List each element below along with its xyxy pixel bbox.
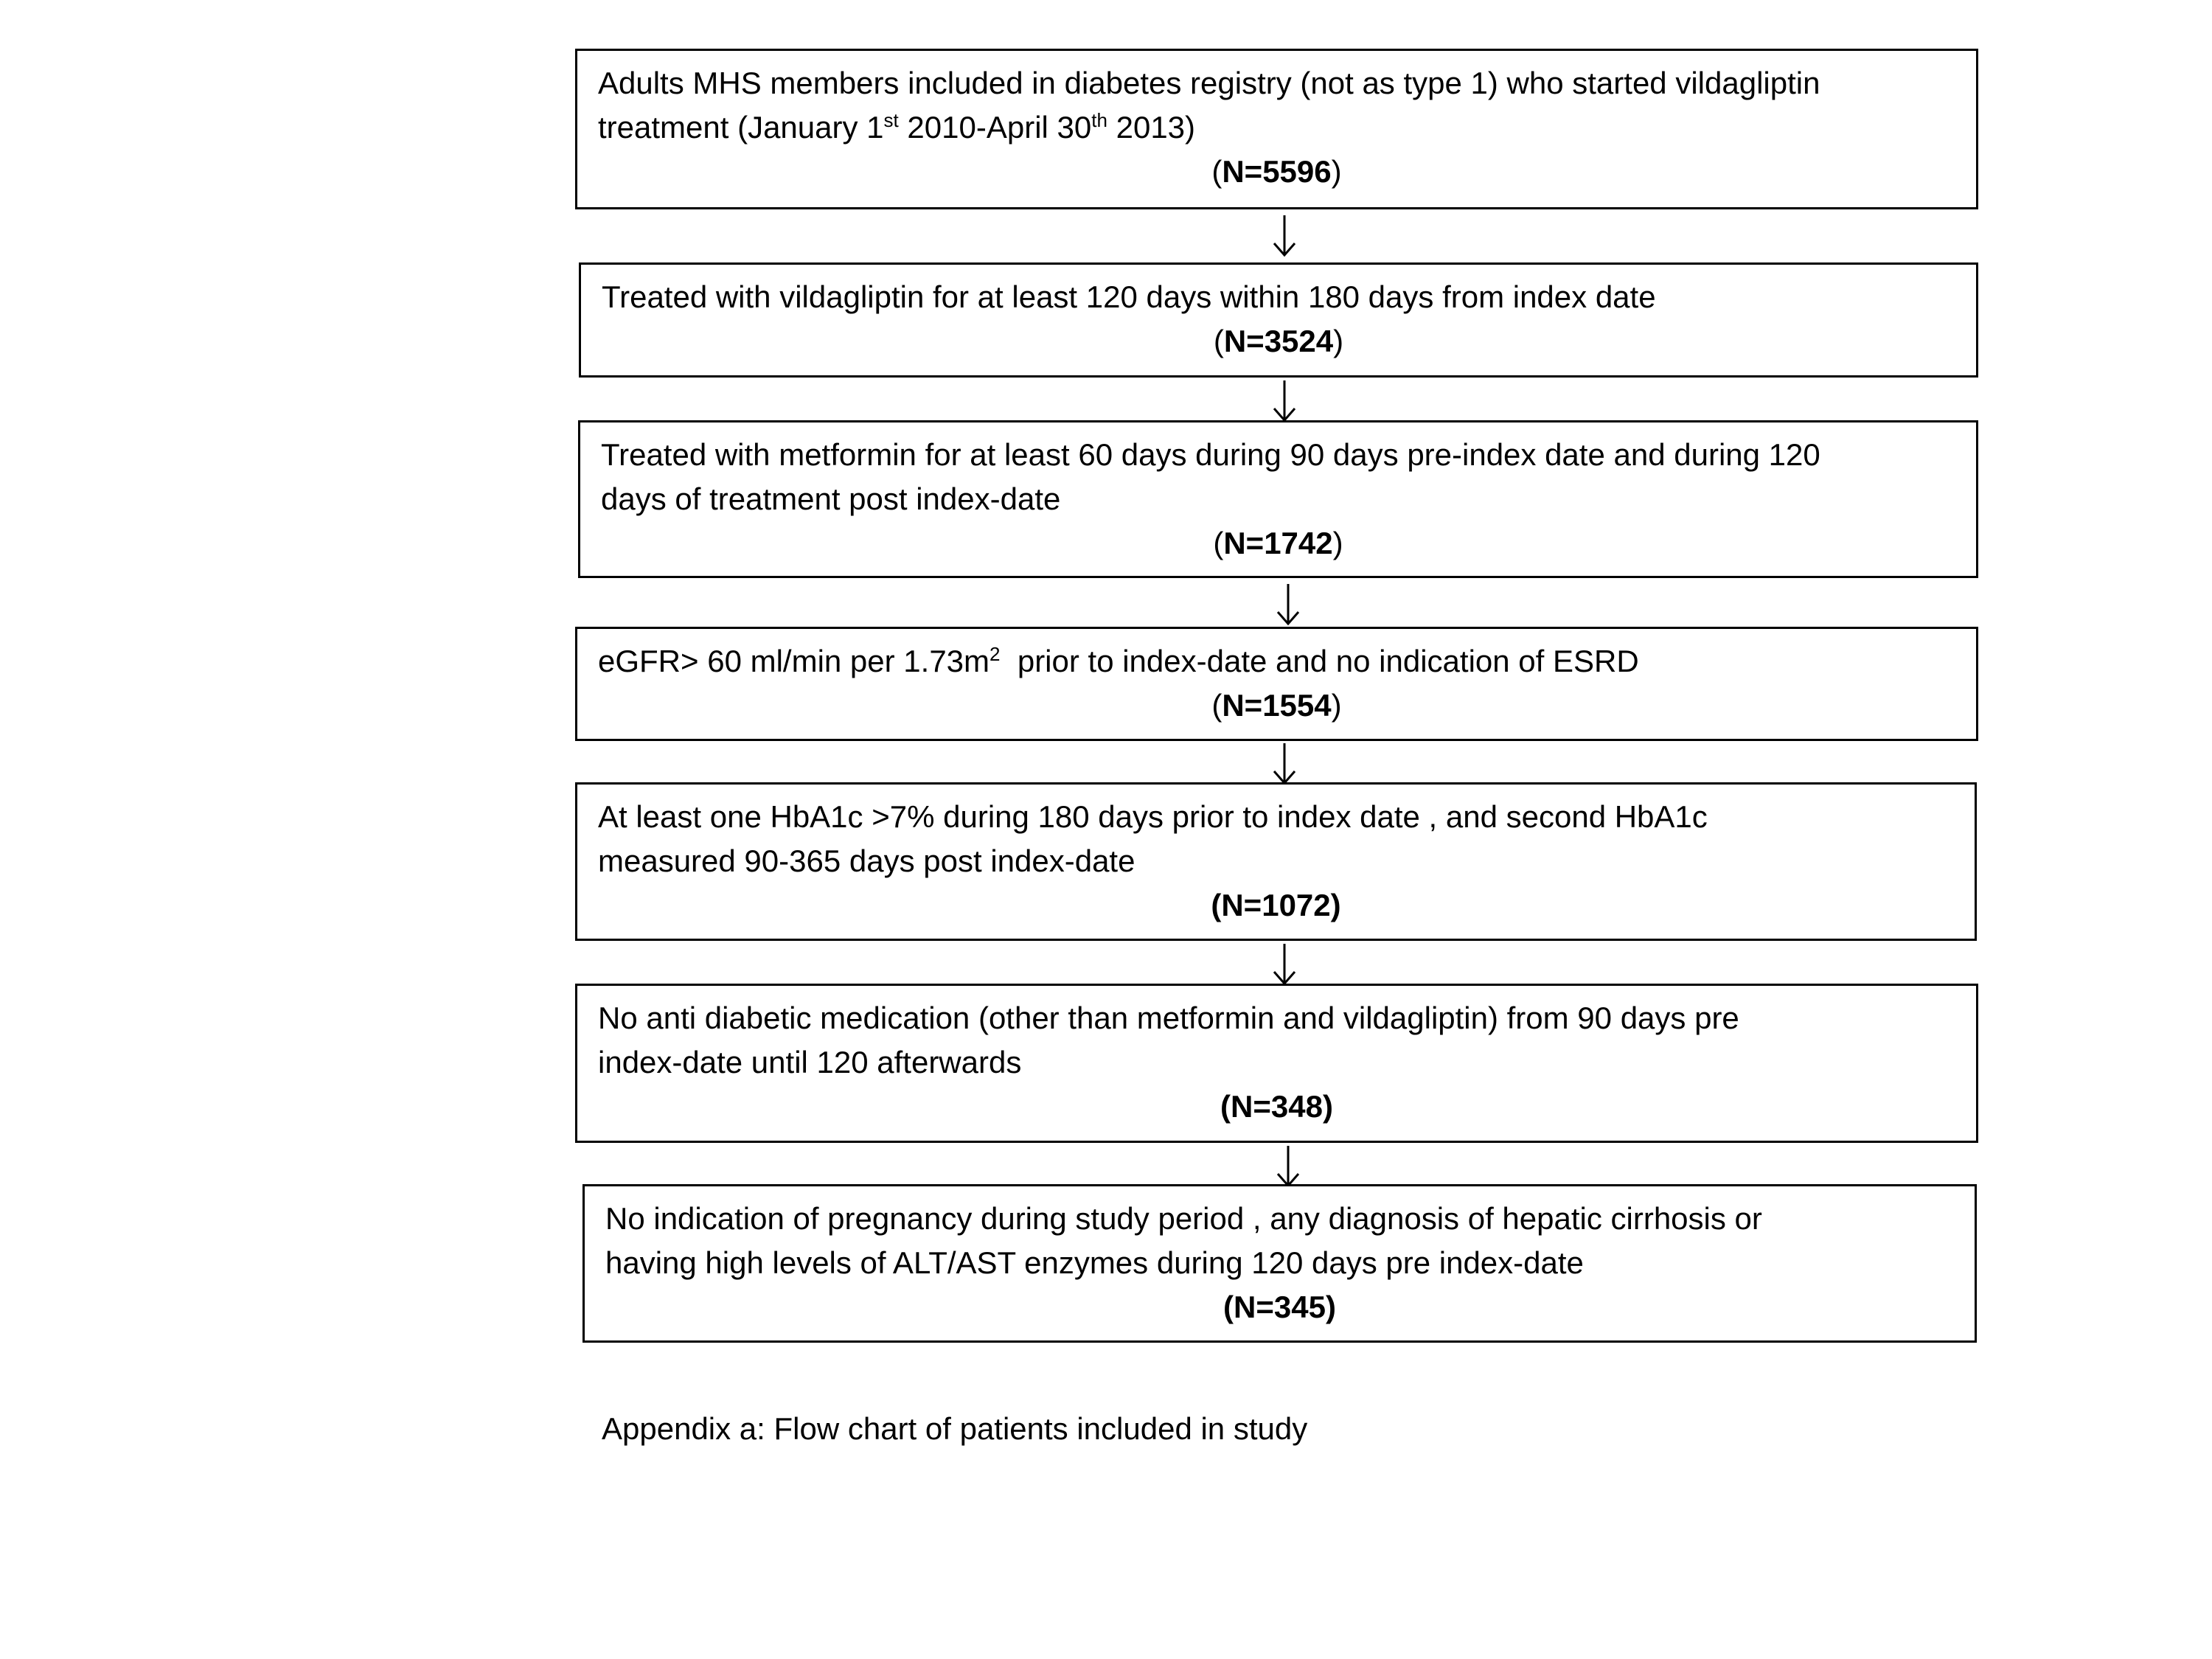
box-5-line-1: At least one HbA1c >7% during 180 days prior to index date , and second HbA1c (598, 799, 1708, 834)
flow-box-2 (579, 262, 1978, 378)
box-1-line-1: Adults MHS members included in diabetes registry (not as type 1) who started vildagliptin (598, 66, 1820, 100)
box-3-count: (N=1742) (1213, 526, 1343, 560)
arrow-down-icon (1270, 379, 1299, 423)
box-1-count: (N=5596) (1211, 154, 1342, 189)
flow-box-7 (582, 1184, 1977, 1343)
box-7-line-1: No indication of pregnancy during study period , any diagnosis of hepatic cirrhosis or (605, 1201, 1762, 1236)
box-4-line-1: eGFR> 60 ml/min per $1.73m^2$ prior to index-date and no indication of ESRD (598, 643, 1639, 678)
box-1-line-2: treatment (January 1st 2010-April 30th 2013) (598, 109, 1196, 145)
flow-box-5 (575, 782, 1977, 941)
flow-box-6 (575, 984, 1978, 1143)
figure-caption: Appendix a: Flow chart of patients included in study (602, 1411, 1308, 1446)
box-2-count: (N=3524) (1213, 324, 1344, 358)
box-4-count: (N=1554) (1211, 688, 1342, 723)
flow-box-1 (575, 49, 1978, 209)
box-5-line-2: measured 90-365 days post index-date (598, 844, 1135, 878)
box-6-line-2: index-date until 120 afterwards (598, 1045, 1022, 1079)
box-6-count: (N=348) (1220, 1089, 1333, 1124)
box-3-line-1: Treated with metformin for at least 60 days during 90 days pre-index date and during 120 (601, 437, 1820, 472)
box-7-count: (N=345) (1223, 1290, 1336, 1324)
flow-box-3 (578, 420, 1978, 578)
box-5-count: (N=1072) (1211, 888, 1341, 922)
arrow-down-icon (1270, 742, 1299, 786)
box-3-line-2: days of treatment post index-date (601, 481, 1061, 516)
flow-box-4 (575, 627, 1978, 741)
arrow-down-icon (1273, 1144, 1303, 1189)
box-6-line-1: No anti diabetic medication (other than metformin and vildagliptin) from 90 days pre (598, 1001, 1739, 1035)
arrow-down-icon (1270, 942, 1299, 987)
box-7-line-2: having high levels of ALT/AST enzymes during 120 days pre index-date (605, 1245, 1584, 1280)
arrow-down-icon (1270, 214, 1299, 258)
arrow-down-icon (1273, 582, 1303, 627)
box-2-line-1: Treated with vildagliptin for at least 120 days within 180 days from index date (602, 279, 1656, 314)
